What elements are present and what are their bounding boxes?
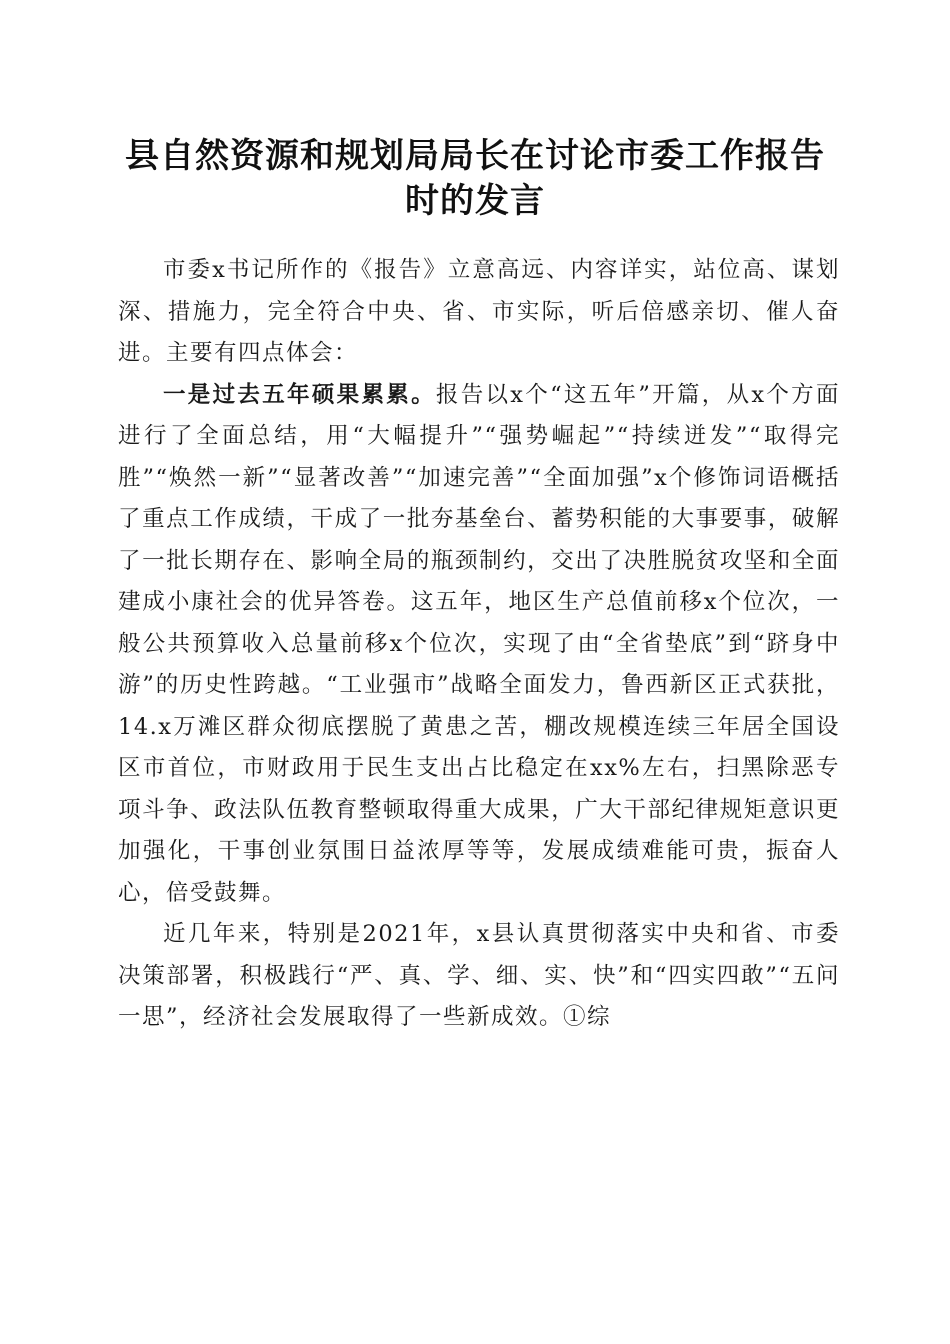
document-title	[90, 134, 860, 224]
paragraph-text: 近几年来，特别是2021年，x县认真贯彻落实中央和省、市委决策部署，积极践行“严、真、学、细、实、快”和“四实四敢”“五问一思”，经济社会发展取得了一些新成效。①综	[118, 921, 840, 1030]
paragraph-lead: 一是过去五年硕果累累。	[163, 381, 436, 408]
title-line-2: 时的发言	[405, 181, 545, 221]
paragraph-achievements	[118, 375, 840, 915]
paragraph-recent-years	[118, 914, 840, 1039]
document-body	[118, 250, 840, 1039]
paragraph-text: 市委x书记所作的《报告》立意高远、内容详实，站位高、谋划深、措施力，完全符合中央、省、市实际，听后倍感亲切、催人奋进。主要有四点体会：	[118, 257, 840, 366]
title-line-1: 县自然资源和规划局局长在讨论市委工作报告	[125, 136, 825, 176]
paragraph-intro	[118, 250, 840, 375]
paragraph-text: 报告以x个“这五年”开篇，从x个方面进行了全面总结，用“大幅提升”“强势崛起”“持续迸发”“取得完胜”“焕然一新”“显著改善”“加速完善”“全面加强”x个修饰词语概括了重点工作成绩，干成了一批夯基垒台、蓄势积能的大事要事，破解了一批长期存在、影响全局的瓶颈制约，交出了决胜脱贫攻坚和全面建成小康社会的优异答卷。这五年，地区生产总值前移x个位次，一般公共预算收入总量前移x个位次，实现了由“全省垫底”到“跻身中游”的历史性跨越。“工业强市”战略全面发力，鲁西新区正式获批，14.x万滩区群众彻底摆脱了黄患之苦，棚改规模连续三年居全国设区市首位，市财政用于民生支出占比稳定在xx%左右，扫黑除恶专项斗争、政法队伍教育整顿取得重大成果，广大干部纪律规矩意识更加强化，干事创业氛围日益浓厚等等，发展成绩难能可贵，振奋人心，倍受鼓舞。	[118, 381, 840, 906]
